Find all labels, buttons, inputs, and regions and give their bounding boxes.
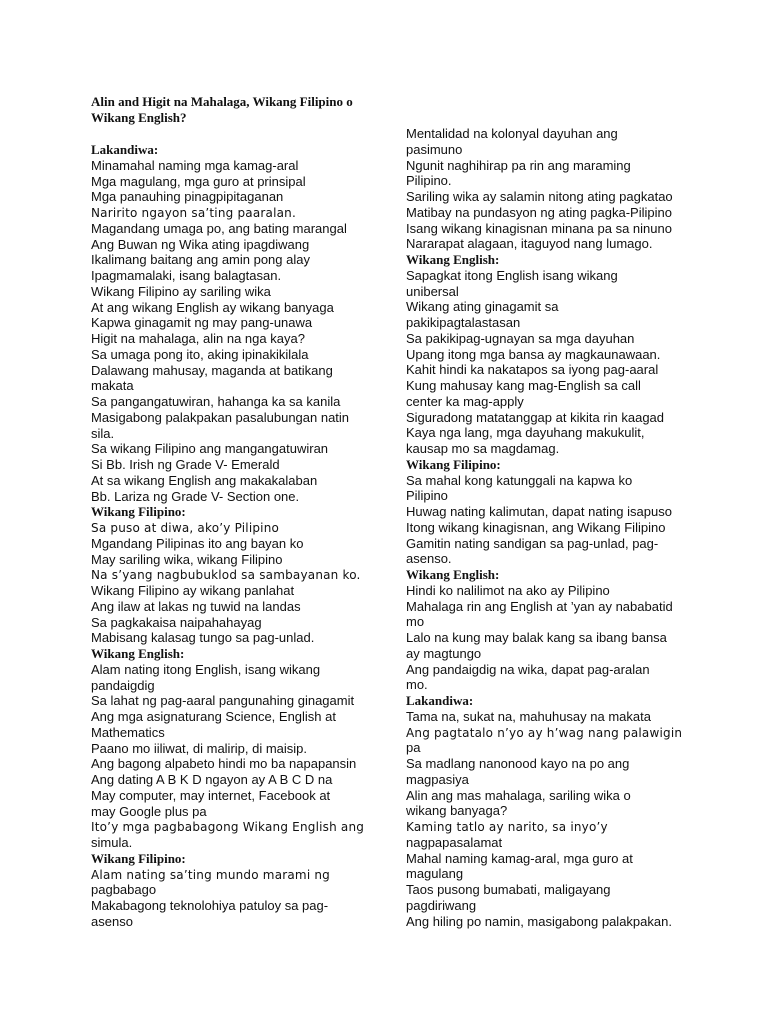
speaker-heading: Lakandiwa: bbox=[91, 142, 159, 157]
verse-line: sila. bbox=[91, 425, 115, 441]
verse-line: At sa wikang English ang makakalaban bbox=[91, 472, 318, 488]
verse-line: Sa lahat ng pag-aaral pangunahing ginagamit bbox=[91, 693, 355, 709]
verse-line: Dalawang mahusay, maganda at batikang bbox=[91, 362, 333, 378]
verse-line: Sa mahal kong katunggali na kapwa ko bbox=[406, 472, 633, 488]
verse-line: Naririto ngayon sa’ting paaralan. bbox=[91, 206, 296, 220]
verse-line: center ka mag-apply bbox=[406, 393, 524, 409]
verse-line: Mathematics bbox=[91, 724, 165, 740]
verse-line: nagpapasalamat bbox=[406, 834, 503, 850]
verse-line: Huwag nating kalimutan, dapat nating isapuso bbox=[406, 504, 672, 519]
verse-line: Ang mga asignaturang Science, English at bbox=[91, 709, 336, 724]
verse-line: May sariling wika, wikang Filipino bbox=[91, 551, 283, 567]
verse-line: Ito’y mga pagbabagong Wikang English ang bbox=[91, 820, 365, 835]
verse-line: Sa madlang nanonood kayo na po ang bbox=[406, 756, 630, 771]
verse-line: Ang Buwan ng Wika ating ipagdiwang bbox=[91, 236, 310, 252]
verse-line: Nararapat alagaan, itaguyod nang lumago. bbox=[406, 236, 653, 252]
verse-line: Sa umaga pong ito, aking ipinakikilala bbox=[91, 346, 309, 362]
verse-line: Makabagong teknolohiya patuloy sa pag- bbox=[91, 898, 329, 913]
document-title bbox=[91, 94, 391, 126]
speaker-heading: Wikang Filipino: bbox=[91, 504, 186, 520]
verse-line: Si Bb. Irish ng Grade V- Emerald bbox=[91, 457, 280, 472]
verse-line: Ang bagong alpabeto hindi mo ba napapansin bbox=[91, 756, 357, 772]
verse-line: unibersal bbox=[406, 283, 459, 299]
verse-line: Siguradong matatanggap at kikita rin kaagad bbox=[406, 409, 665, 425]
speaker-heading: Wikang English: bbox=[406, 252, 500, 267]
speaker-heading: Wikang English: bbox=[406, 567, 500, 582]
verse-line: Sa puso at diwa, ako’y Pilipino bbox=[91, 521, 280, 535]
verse-line: Taos pusong bumabati, maligayang bbox=[406, 882, 611, 897]
verse-line: Ang hiling po namin, masigabong palakpakan. bbox=[406, 913, 672, 929]
verse-line: Wikang Filipino ay sariling wika bbox=[91, 283, 271, 299]
verse-line: Gamitin nating sandigan sa pag-unlad, pag- bbox=[406, 535, 659, 551]
verse-line: Mahal naming kamag-aral, mga guro at bbox=[406, 850, 633, 866]
verse-line: Sapagkat itong English isang wikang bbox=[406, 267, 618, 283]
verse-line: pandaigdig bbox=[91, 677, 155, 693]
verse-line: pasimuno bbox=[406, 141, 463, 157]
verse-line: Matibay na pundasyon ng ating pagka-Pilipino bbox=[406, 204, 672, 220]
verse-line: Mgandang Pilipinas ito ang bayan ko bbox=[91, 535, 304, 551]
verse-line: Kapwa ginagamit ng may pang-unawa bbox=[91, 315, 313, 331]
verse-line: Isang wikang kinagisnan minana pa sa ninuno bbox=[406, 220, 672, 236]
verse-line: Sa wikang Filipino ang mangangatuwiran bbox=[91, 441, 329, 457]
verse-line: Kaming tatlo ay narito, sa inyo’y bbox=[406, 820, 608, 834]
verse-line: simula. bbox=[91, 835, 133, 850]
verse-line: Ang ilaw at lakas ng tuwid na landas bbox=[91, 598, 301, 614]
verse-line: Kahit hindi ka nakatapos sa iyong pag-aaral bbox=[406, 362, 659, 378]
verse-line: makata bbox=[91, 378, 134, 394]
verse-line: Lalo na kung may balak kang sa ibang bansa bbox=[406, 630, 667, 645]
verse-line: Sa pangangatuwiran, hahanga ka sa kanila bbox=[91, 394, 341, 409]
verse-line: kausap mo sa magdamag. bbox=[406, 441, 560, 456]
verse-line: pakikipagtalastasan bbox=[406, 315, 521, 330]
speaker-heading: Wikang Filipino: bbox=[91, 850, 186, 866]
verse-line: Paano mo iiliwat, di malirip, di maisip. bbox=[91, 740, 308, 756]
verse-line: asenso bbox=[91, 913, 133, 929]
verse-line: Sariling wika ay salamin nitong ating pagkatao bbox=[406, 189, 673, 204]
verse-line: Na s’yang nagbubuklod sa sambayanan ko. bbox=[91, 568, 361, 583]
verse-line: pagbabago bbox=[91, 882, 157, 898]
verse-line: Hindi ko nalilimot na ako ay Pilipino bbox=[406, 582, 610, 598]
speaker-heading: Lakandiwa: bbox=[406, 693, 474, 708]
verse-line: Ikalimang baitang ang amin pong alay bbox=[91, 252, 310, 268]
verse-line: Mga magulang, mga guro at prinsipal bbox=[91, 173, 306, 189]
verse-line: Mentalidad na kolonyal dayuhan ang bbox=[406, 126, 618, 141]
verse-line: Ipagmamalaki, isang balagtasan. bbox=[91, 268, 282, 283]
verse-line: At ang wikang English ay wikang banyaga bbox=[91, 299, 334, 315]
verse-line: Pilipino bbox=[406, 488, 448, 504]
verse-line: Sa pagkakaisa naipahahayag bbox=[91, 614, 262, 630]
verse-line: Alam nating sa’ting mundo marami ng bbox=[91, 867, 330, 882]
verse-line: Mga panauhing pinagpipitaganan bbox=[91, 189, 284, 205]
verse-line: Alam nating itong English, isang wikang bbox=[91, 661, 321, 677]
verse-line: Ang pagtatalo n’yo ay h’wag nang palawigin bbox=[406, 725, 683, 740]
verse-line: Ngunit naghihirap pa rin ang maraming bbox=[406, 157, 631, 173]
verse-line: Wikang Filipino ay wikang panlahat bbox=[91, 583, 295, 598]
verse-line: asenso. bbox=[406, 551, 452, 567]
document-title-line: Wikang English? bbox=[91, 110, 187, 125]
verse-line: Ang pandaigdig na wika, dapat pag-aralan bbox=[406, 661, 650, 677]
speaker-heading: Wikang English: bbox=[91, 646, 185, 661]
verse-line: mo. bbox=[406, 677, 428, 693]
verse-line: Mabisang kalasag tungo sa pag-unlad. bbox=[91, 630, 315, 646]
verse-line: Upang itong mga bansa ay magkaunawaan. bbox=[406, 346, 661, 362]
verse-line: Itong wikang kinagisnan, ang Wikang Filipino bbox=[406, 519, 666, 535]
verse-line: Masigabong palakpakan pasalubungan natin bbox=[91, 409, 350, 425]
verse-line: Alin ang mas mahalaga, sariling wika o bbox=[406, 787, 631, 803]
verse-line: magpasiya bbox=[406, 771, 469, 787]
verse-line: Tama na, sukat na, mahuhusay na makata bbox=[406, 708, 651, 724]
verse-line: Kung mahusay kang mag-English sa call bbox=[406, 378, 641, 393]
verse-line: Pilipino. bbox=[406, 173, 452, 189]
verse-line: May computer, may internet, Facebook at bbox=[91, 787, 331, 803]
document-title-line: Alin and Higit na Mahalaga, Wikang Filipino o bbox=[91, 94, 353, 109]
verse-line: Minamahal naming mga kamag-aral bbox=[91, 157, 299, 173]
verse-line: magulang bbox=[406, 866, 464, 882]
verse-line: Sa pakikipag-ugnayan sa mga dayuhan bbox=[406, 330, 635, 346]
verse-line: Mahalaga rin ang English at ’yan ay nababatid bbox=[406, 598, 673, 614]
verse-line: wikang banyaga? bbox=[406, 803, 508, 819]
verse-line: ay magtungo bbox=[406, 645, 482, 661]
verse-line: Bb. Lariza ng Grade V- Section one. bbox=[91, 488, 300, 504]
verse-line: mo bbox=[406, 614, 425, 630]
verse-line: Kaya nga lang, mga dayuhang makukulit, bbox=[406, 425, 645, 441]
verse-line: may Google plus pa bbox=[91, 803, 207, 819]
speaker-heading: Wikang Filipino: bbox=[406, 456, 501, 472]
verse-line: Magandang umaga po, ang bating marangal bbox=[91, 220, 347, 236]
verse-line: Higit na mahalaga, alin na nga kaya? bbox=[91, 331, 305, 346]
verse-line: Wikang ating ginagamit sa bbox=[406, 299, 559, 315]
verse-line: Ang dating A B K D ngayon ay A B C D na bbox=[91, 772, 333, 787]
verse-line: pa bbox=[406, 740, 421, 756]
verse-line: pagdiriwang bbox=[406, 897, 477, 913]
